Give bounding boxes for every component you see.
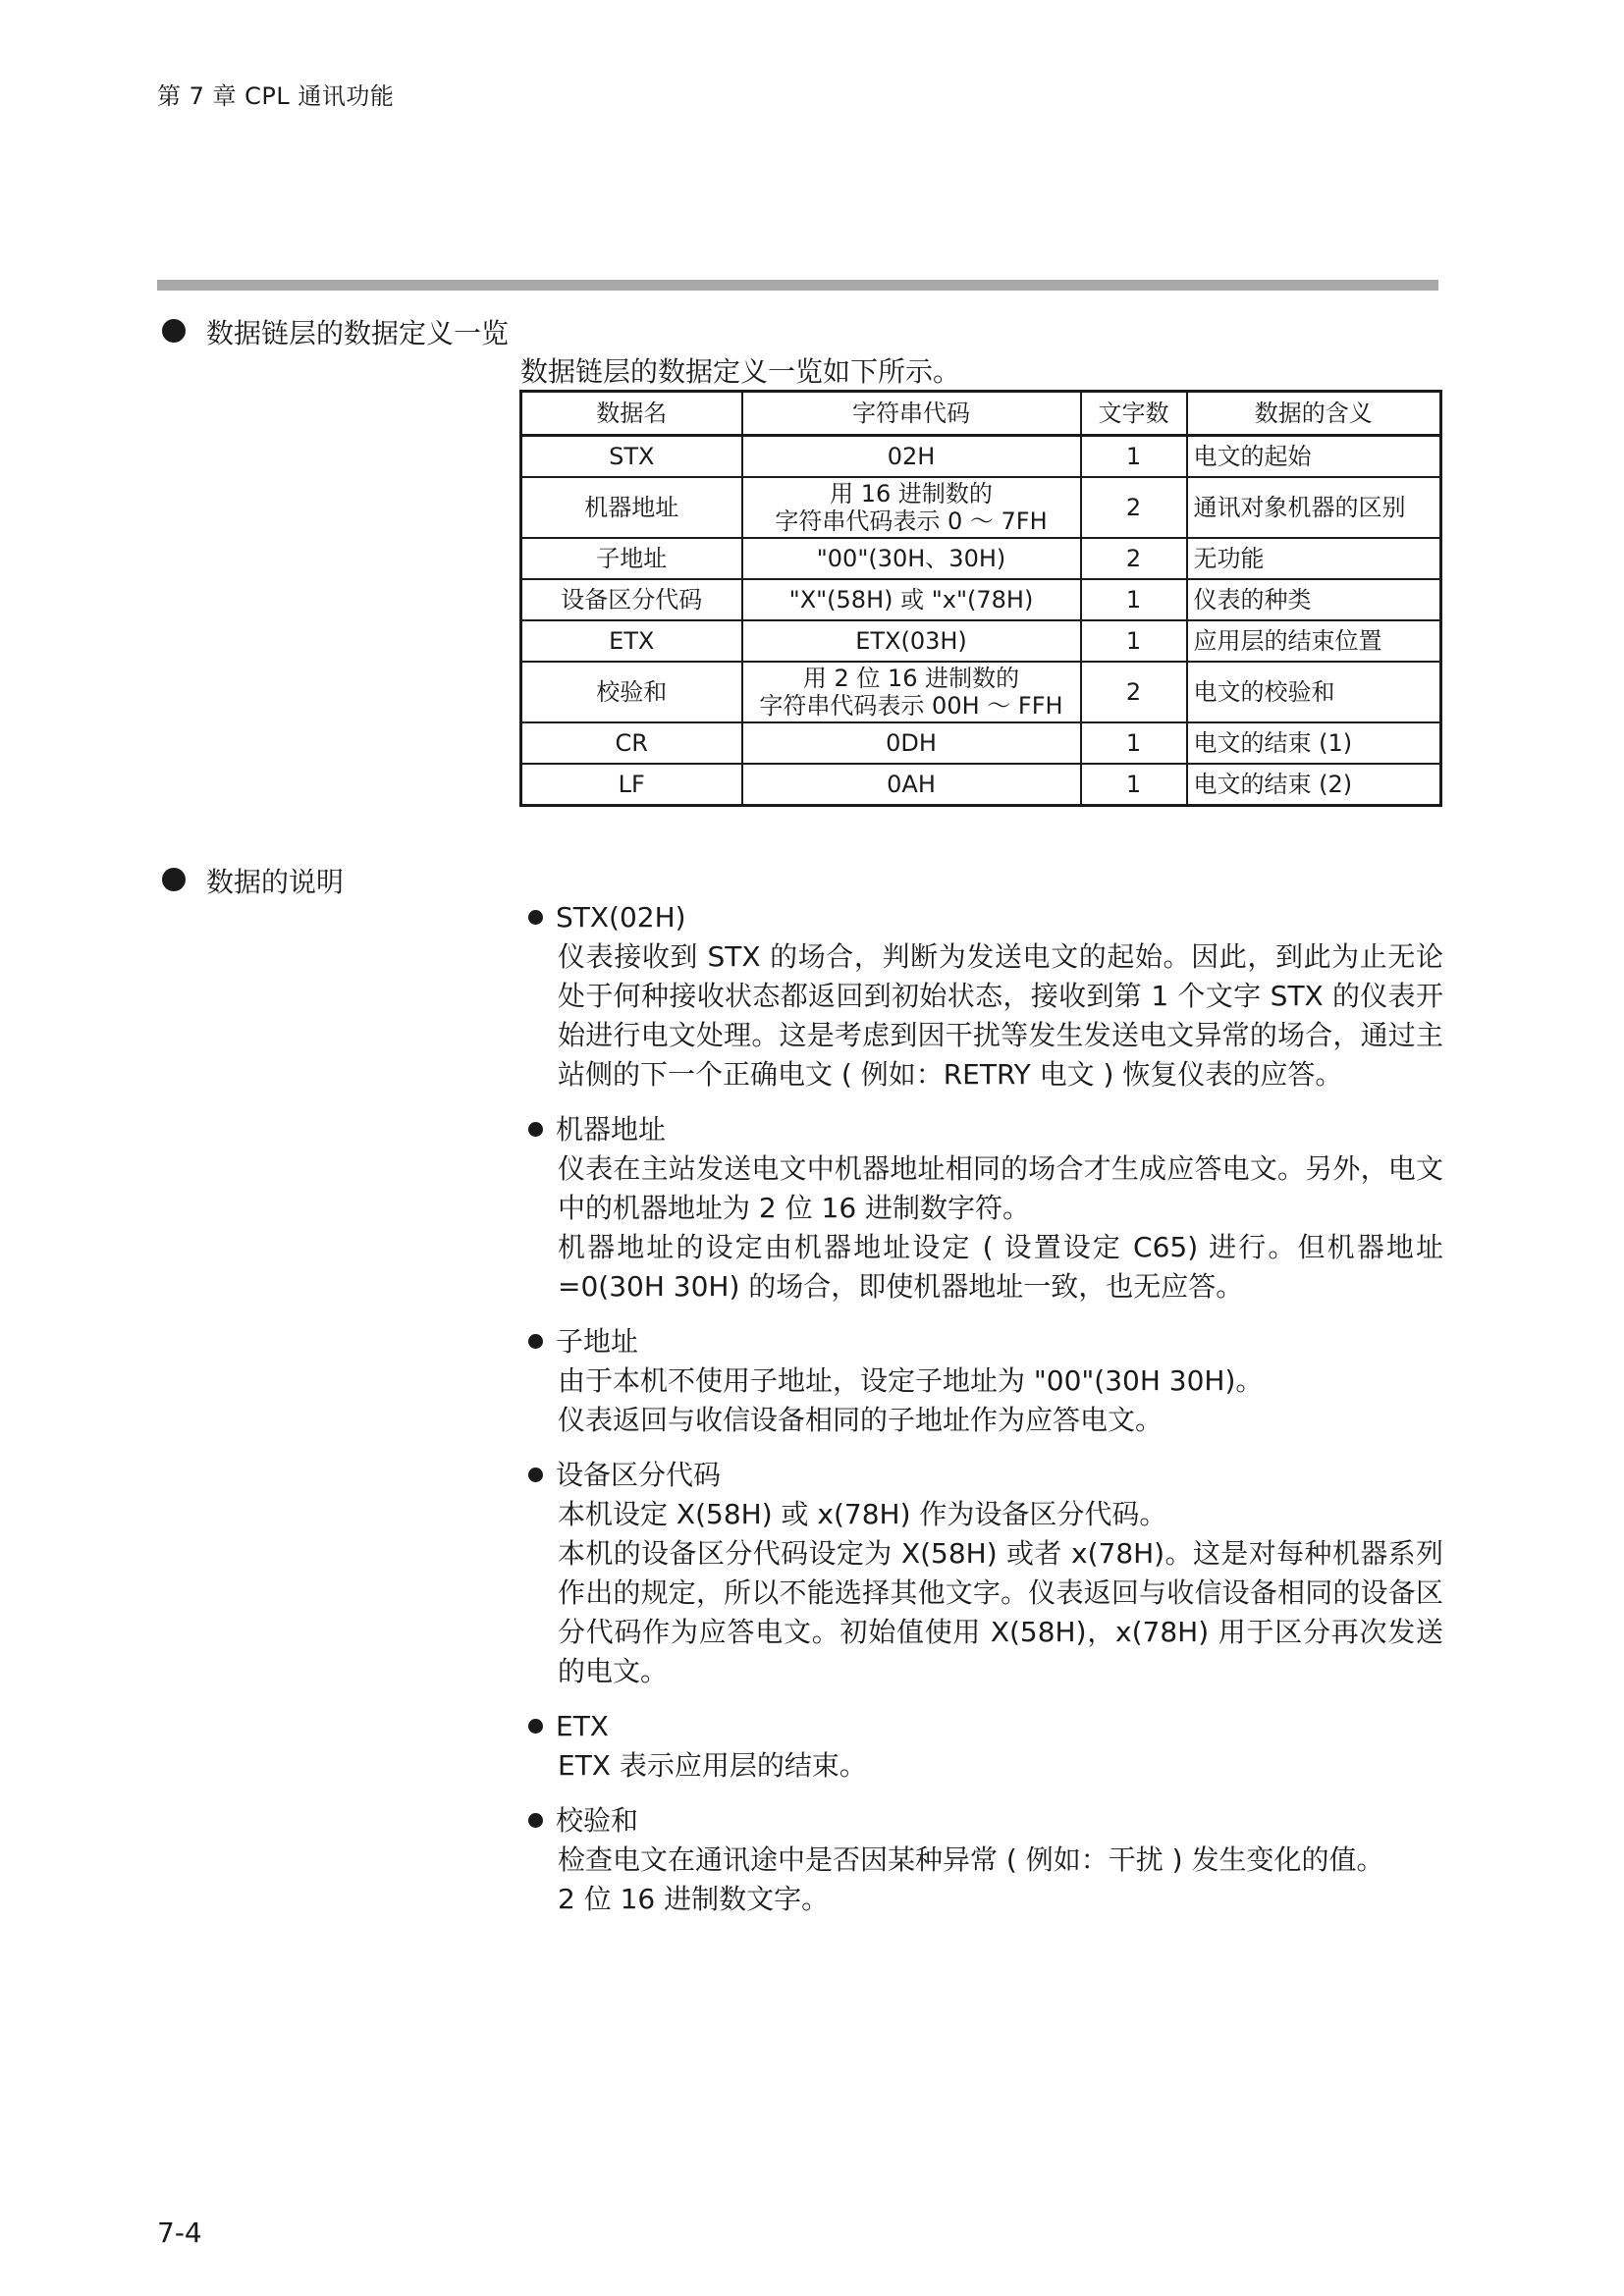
data-definition-table <box>519 390 1442 807</box>
cell-char-count: 1 <box>1081 764 1187 806</box>
description-item <box>530 1322 1443 1440</box>
cell-code-line: 用 16 进制数的 <box>830 480 993 507</box>
description-title: 机器地址 <box>556 1113 667 1146</box>
cell-data-name: 机器地址 <box>521 477 742 538</box>
column-header: 字符串代码 <box>742 392 1081 436</box>
section-title: 数据的说明 <box>206 866 345 898</box>
cell-string-code <box>742 662 1081 722</box>
cell-char-count: 2 <box>1081 662 1187 722</box>
cell-code-line: 02H <box>887 443 936 470</box>
cell-string-code <box>742 620 1081 662</box>
description-paragraph: 仪表接收到 STX 的场合，判断为发送电文的起始。因此，到此为止无论处于何种接收状态都返回到初始状态，接收到第 1 个文字 STX 的仪表开始进行电文处理。这是考虑到因干扰等发生发送电文异常的场合，通过主站侧的下一个正确电文 ( 例如：RETRY 电文 ) 恢复仪表的应答。 <box>558 940 1443 1091</box>
cell-string-code <box>742 538 1081 579</box>
section-heading-data-description <box>206 861 344 900</box>
table-row <box>521 662 1441 722</box>
description-item <box>530 1801 1443 1919</box>
cell-char-count: 1 <box>1081 620 1187 662</box>
table-row <box>521 477 1441 538</box>
cell-meaning: 电文的校验和 <box>1187 662 1441 722</box>
description-paragraph: 仪表在主站发送电文中机器地址相同的场合才生成应答电文。另外，电文中的机器地址为 2 位 16 进制数字符。 <box>558 1152 1443 1224</box>
table-row <box>521 764 1441 806</box>
cell-meaning: 仪表的种类 <box>1187 579 1441 620</box>
description-title: STX(02H) <box>556 901 686 934</box>
description-item <box>530 1110 1443 1307</box>
description-paragraph: 由于本机不使用子地址，设定子地址为 "00"(30H 30H)。 <box>558 1364 1264 1397</box>
description-list <box>530 898 1443 1935</box>
section-heading-data-definitions <box>206 312 509 351</box>
table-body <box>521 436 1441 806</box>
cell-data-name: CR <box>521 722 742 764</box>
bullet-icon <box>528 1719 543 1734</box>
chapter-header: 第 7 章 CPL 通讯功能 <box>157 82 395 110</box>
table-row <box>521 620 1441 662</box>
description-title: ETX <box>556 1710 609 1742</box>
table-row <box>521 722 1441 764</box>
description-paragraph: 机器地址的设定由机器地址设定 ( 设置设定 C65) 进行。但机器地址 =0(30H 30H) 的场合，即使机器地址一致，也无应答。 <box>558 1231 1443 1303</box>
bullet-icon <box>528 1334 543 1349</box>
cell-meaning: 电文的结束 (2) <box>1187 764 1441 806</box>
cell-char-count: 1 <box>1081 436 1187 478</box>
cell-code-line: "X"(58H) 或 "x"(78H) <box>788 586 1034 614</box>
column-header: 数据的含义 <box>1187 392 1441 436</box>
cell-char-count: 2 <box>1081 538 1187 579</box>
cell-meaning: 无功能 <box>1187 538 1441 579</box>
description-item <box>530 1456 1443 1691</box>
cell-meaning: 通讯对象机器的区别 <box>1187 477 1441 538</box>
cell-code-line: 字符串代码表示 00H ～ FFH <box>759 692 1063 720</box>
description-paragraph: ETX 表示应用层的结束。 <box>558 1749 867 1782</box>
description-paragraph: 本机设定 X(58H) 或 x(78H) 作为设备区分代码。 <box>558 1498 1167 1530</box>
cell-code-line: 0DH <box>886 729 937 757</box>
cell-string-code <box>742 477 1081 538</box>
table-row <box>521 436 1441 478</box>
cell-string-code <box>742 436 1081 478</box>
cell-data-name: ETX <box>521 620 742 662</box>
cell-string-code <box>742 764 1081 806</box>
bullet-icon <box>162 868 186 891</box>
cell-string-code <box>742 579 1081 620</box>
bullet-icon <box>528 1122 543 1137</box>
column-header: 文字数 <box>1081 392 1187 436</box>
bullet-icon <box>528 910 543 925</box>
cell-data-name: STX <box>521 436 742 478</box>
cell-meaning: 电文的结束 (1) <box>1187 722 1441 764</box>
cell-code-line: 字符串代码表示 0 ～ 7FH <box>775 507 1048 535</box>
cell-meaning: 电文的起始 <box>1187 436 1441 478</box>
cell-char-count: 1 <box>1081 579 1187 620</box>
cell-char-count: 2 <box>1081 477 1187 538</box>
cell-code-line: ETX(03H) <box>855 627 967 655</box>
bullet-icon <box>528 1468 543 1482</box>
bullet-icon <box>162 319 186 343</box>
cell-data-name: 校验和 <box>521 662 742 722</box>
description-item <box>530 1707 1443 1786</box>
cell-char-count: 1 <box>1081 722 1187 764</box>
bullet-icon <box>528 1813 543 1828</box>
description-item <box>530 898 1443 1095</box>
section-title: 数据链层的数据定义一览 <box>206 317 510 349</box>
cell-data-name: LF <box>521 764 742 806</box>
table-header-row <box>521 392 1441 436</box>
section-divider <box>157 280 1438 291</box>
description-paragraph: 2 位 16 进制数文字。 <box>558 1883 830 1915</box>
cell-meaning: 应用层的结束位置 <box>1187 620 1441 662</box>
description-paragraph: 检查电文在通讯途中是否因某种异常 ( 例如：干扰 ) 发生变化的值。 <box>558 1843 1384 1876</box>
description-title: 子地址 <box>556 1325 639 1358</box>
cell-code-line: 0AH <box>887 771 936 798</box>
table-row <box>521 538 1441 579</box>
cell-data-name: 设备区分代码 <box>521 579 742 620</box>
cell-string-code <box>742 722 1081 764</box>
cell-code-line: 用 2 位 16 进制数的 <box>802 665 1020 692</box>
description-title: 校验和 <box>556 1804 639 1837</box>
table-row <box>521 579 1441 620</box>
cell-code-line: "00"(30H、30H) <box>816 545 1006 572</box>
description-paragraph: 仪表返回与收信设备相同的子地址作为应答电文。 <box>558 1404 1164 1436</box>
description-paragraph: 本机的设备区分代码设定为 X(58H) 或者 x(78H)。这是对每种机器系列作出的规定，所以不能选择其他文字。仪表返回与收信设备相同的设备区分代码作为应答电文。初始值使用 X(58H)，x(78H) 用于区分再次发送的电文。 <box>558 1537 1443 1687</box>
description-title: 设备区分代码 <box>556 1459 722 1491</box>
page-number: 7-4 <box>157 2216 202 2249</box>
table-intro: 数据链层的数据定义一览如下所示。 <box>520 355 961 388</box>
cell-data-name: 子地址 <box>521 538 742 579</box>
column-header: 数据名 <box>521 392 742 436</box>
